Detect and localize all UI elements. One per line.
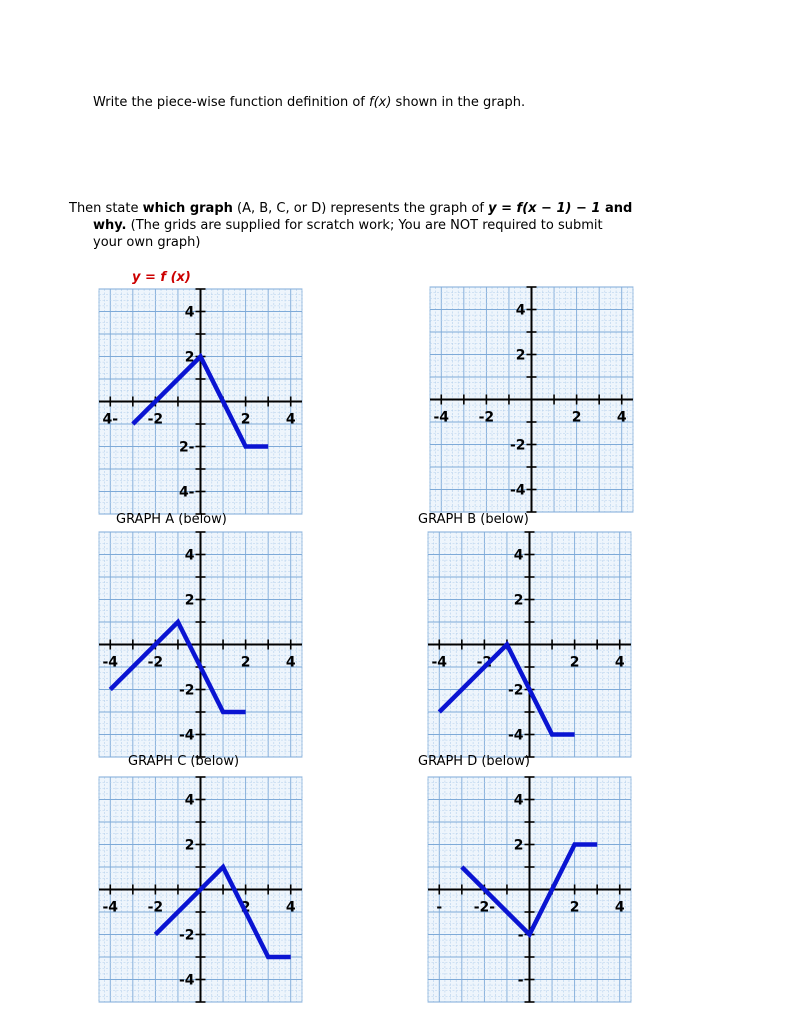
y-tick-label: 4	[184, 792, 195, 809]
instruction-2	[69, 200, 709, 251]
graph-c-caption: GRAPH C (below)	[128, 754, 240, 769]
scratch-note-end: your own graph)	[93, 235, 201, 250]
x-tick-label: 2	[240, 899, 251, 916]
x-tick-label: -4	[102, 654, 119, 671]
y-tick-label: 2	[184, 349, 195, 366]
x-tick-label: 2	[240, 411, 251, 428]
graph-d-caption: GRAPH D (below)	[418, 754, 530, 769]
why-bold: why.	[93, 218, 127, 233]
instruction-2-line2	[69, 217, 709, 234]
and-bold: and	[600, 201, 633, 216]
which-graph-bold: which graph	[142, 201, 233, 216]
x-tick-label: -2	[476, 654, 493, 671]
x-tick-label: 4	[285, 654, 296, 671]
graph-a-caption: GRAPH A (below)	[116, 512, 227, 527]
y-tick-label: 2	[513, 592, 524, 609]
x-tick-label: -2	[147, 654, 164, 671]
x-tick-label: 2	[569, 654, 580, 671]
y-tick-label: -2	[178, 927, 195, 944]
y-tick-label: -4	[178, 972, 195, 989]
y-tick-label: -	[517, 927, 524, 944]
graph-a	[99, 532, 302, 757]
y-tick-label: 2	[184, 592, 195, 609]
y-tick-label: -4	[507, 727, 524, 744]
y-tick-label: -2	[507, 682, 524, 699]
x-tick-label: -2	[478, 409, 495, 426]
y-tick-label: 4	[513, 792, 524, 809]
y-tick-label: -4	[178, 727, 195, 744]
y-tick-label: -4	[509, 482, 526, 499]
x-tick-label: 4	[616, 409, 627, 426]
x-tick-label: 2	[571, 409, 582, 426]
y-tick-label: -2	[178, 682, 195, 699]
y-tick-label: 4	[515, 302, 526, 319]
x-tick-label: 4	[285, 411, 296, 428]
graph-e	[428, 777, 631, 1002]
instruction-1-text: Write the piece-wise function definition of	[93, 95, 369, 110]
graph-f	[99, 289, 302, 514]
x-tick-label: 2	[569, 899, 580, 916]
y-tick-label: 2	[513, 837, 524, 854]
fx-graph-title: y = f (x)	[132, 270, 191, 285]
y-tick-label: 4-	[178, 484, 195, 501]
instruction-1	[93, 94, 525, 111]
x-tick-label: -4	[433, 409, 450, 426]
x-tick-label: 4-	[102, 411, 119, 428]
transformed-equation: y = f(x − 1) − 1	[488, 201, 601, 216]
instruction-1-tail: shown in the graph.	[391, 95, 526, 110]
y-tick-label: 2	[515, 347, 526, 364]
x-tick-label: -4	[102, 899, 119, 916]
y-tick-label: 2	[184, 837, 195, 854]
x-tick-label: -	[436, 899, 443, 916]
y-tick-label: -	[517, 972, 524, 989]
x-tick-label: -4	[431, 654, 448, 671]
y-tick-label: -2	[509, 437, 526, 454]
instruction-2-mid: (A, B, C, or D) represents the graph of	[232, 201, 489, 216]
x-tick-label: -2	[147, 899, 164, 916]
x-tick-label: 4	[285, 899, 296, 916]
x-tick-label: -2	[147, 411, 164, 428]
graph-d	[428, 532, 631, 757]
x-tick-label: 4	[614, 899, 625, 916]
graph-c	[99, 777, 302, 1002]
y-tick-label: 4	[184, 304, 195, 321]
fx-notation: f(x)	[369, 95, 392, 110]
instruction-2-text: Then state	[69, 201, 143, 216]
graph-b-caption: GRAPH B (below)	[418, 512, 529, 527]
y-tick-label: 2-	[178, 439, 195, 456]
scratch-note: (The grids are supplied for scratch work; You are NOT required to submit	[126, 218, 603, 233]
x-tick-label: 4	[614, 654, 625, 671]
y-tick-label: 4	[184, 547, 195, 564]
x-tick-label: 2	[240, 654, 251, 671]
y-tick-label: 4	[513, 547, 524, 564]
graph-b	[430, 287, 633, 512]
x-tick-label: -2-	[473, 899, 496, 916]
